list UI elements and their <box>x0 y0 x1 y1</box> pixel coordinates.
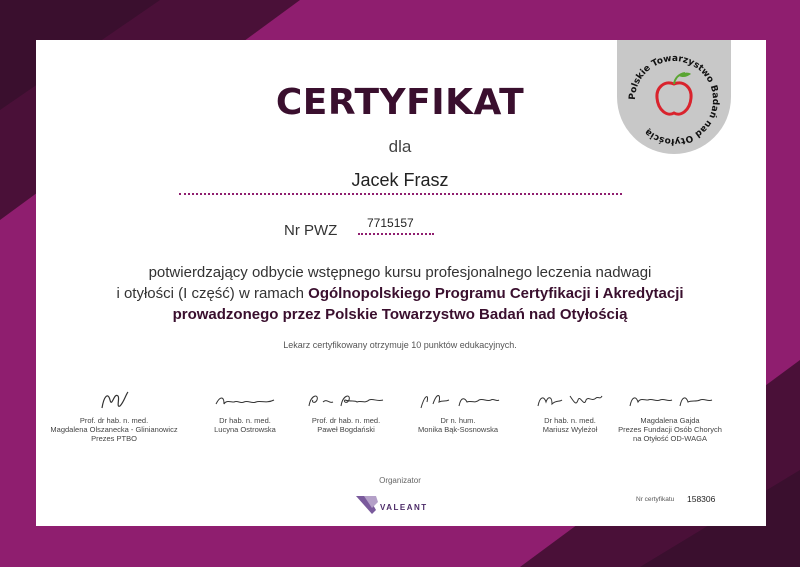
body-line-2 <box>0 283 800 304</box>
pwz-value: 7715157 <box>367 216 414 230</box>
certificate-title: CERTYFIKAT <box>275 82 525 123</box>
signatory-3: Prof. dr hab. n. med. Paweł Bogdański <box>266 388 426 434</box>
certificate-number-label: Nr certyfikatu <box>636 496 675 503</box>
name-dotted-line <box>179 193 622 195</box>
pwz-dotted-line <box>358 233 434 235</box>
body-line-2-plain: i otyłości (I część) w ramach <box>116 285 309 302</box>
signatory-5: Dr hab. n. med. Mariusz Wyleżoł <box>490 388 650 434</box>
body-line-1: potwierdzający odbycie wstępnego kursu profesjonalnego leczenia nadwagi <box>148 264 652 281</box>
signature-1 <box>84 388 144 414</box>
certificate-number-value: 158306 <box>687 494 716 504</box>
signatory-4: Dr n. hum. Monika Bąk-Sosnowska <box>378 388 538 434</box>
pwz-label: Nr PWZ <box>284 222 338 239</box>
recipient-name: Jacek Frasz <box>351 170 449 190</box>
points-note: Lekarz certyfikowany otrzymuje 10 punktów edukacyjnych. <box>283 340 517 350</box>
for-label: dla <box>388 137 412 156</box>
certificate-body <box>0 262 800 325</box>
body-line-2-bold: Ogólnopolskiego Programu Certyfikacji i Akredytacji <box>308 285 684 302</box>
organizer-label: Organizator <box>379 476 421 485</box>
signature-6 <box>620 388 720 414</box>
signatory-1: Prof. dr hab. n. med. Magdalena Olszanecka - Glinianowicz Prezes PTBO <box>34 388 194 443</box>
valeant-logo-text: VALEANT <box>380 503 428 512</box>
signatory-6: Magdalena Gajda Prezes Fundacji Osób Chorych na Otyłość OD-WAGA <box>590 388 750 443</box>
body-line-3-bold: prowadzonego przez Polskie Towarzystwo Badań nad Otyłością <box>172 306 628 323</box>
signatory-2: Dr hab. n. med. Lucyna Ostrowska <box>165 388 325 434</box>
seal-text: Polskie Towarzystwo Badań nad Otyłością <box>627 53 721 147</box>
